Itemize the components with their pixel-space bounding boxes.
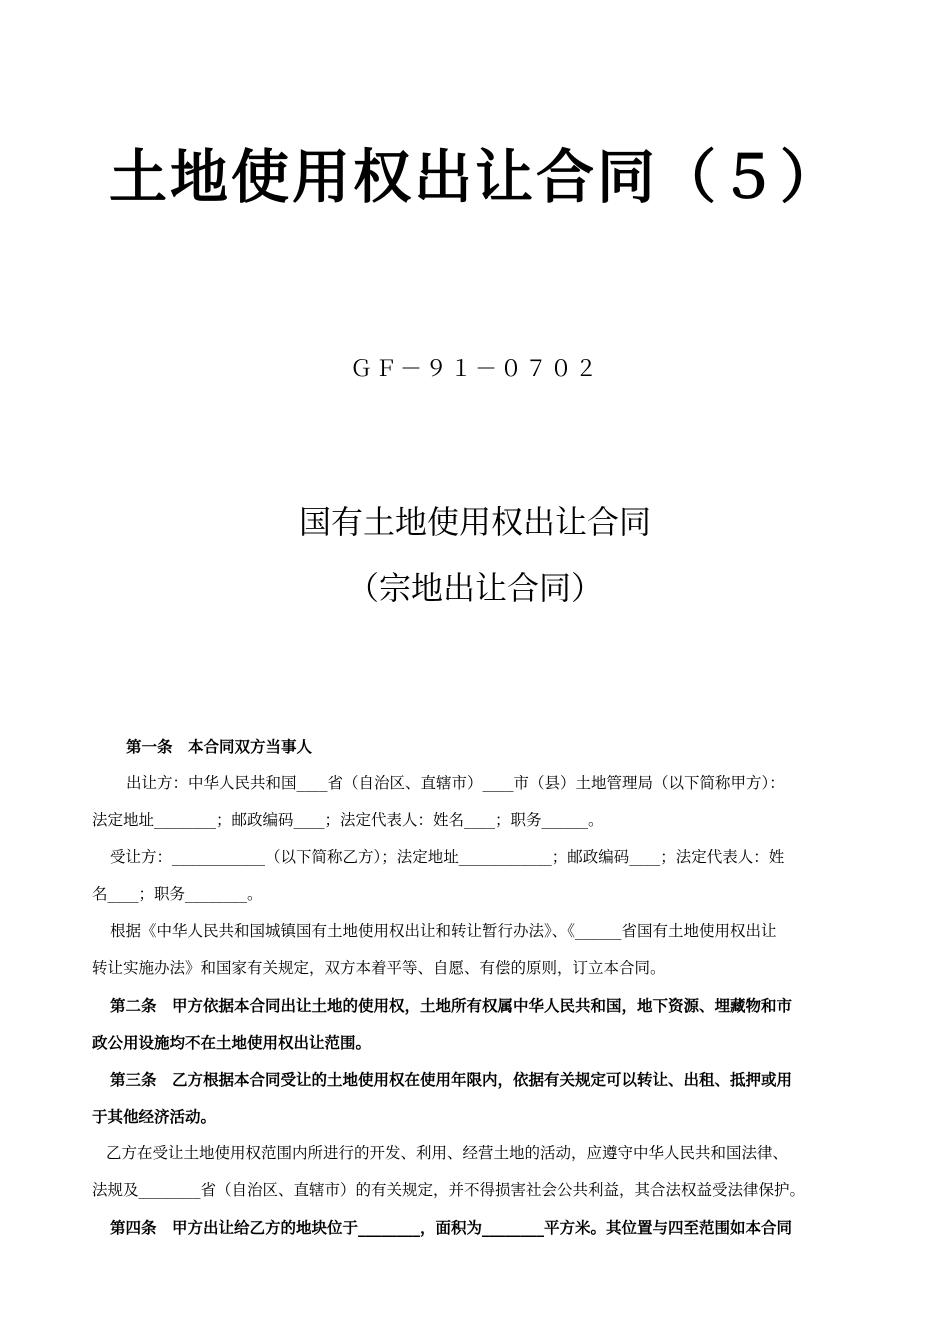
paragraph-line: 出让方：中华人民共和国____省（自治区、直辖市）____市（县）土地管理局（以下简称甲方）：: [126, 774, 785, 792]
article-1-heading: 第一条 本合同双方当事人: [126, 737, 313, 756]
paragraph-line: 乙方在受让土地使用权范围内所进行的开发、利用、经营土地的活动，应遵守中华人民共和国法律、: [106, 1144, 789, 1162]
paragraph-line: 名____；职务________。: [92, 885, 263, 903]
paragraph-line: 根据《中华人民共和国城镇国有土地使用权出让和转让暂行办法》、《______省国有土地使用权出让: [110, 922, 777, 940]
paragraph-line: 法规及________省（自治区、直辖市）的有关规定，并不得损害社会公共利益，其合法权益受法律保护。: [92, 1181, 806, 1199]
paragraph-line: 受让方：____________（以下简称乙方）；法定地址____________；邮政编码____；法定代表人：姓: [110, 848, 785, 866]
contract-body: [92, 728, 856, 1246]
article-3-line: 于其他经济活动。: [92, 1107, 217, 1126]
article-4-line: 第四条 甲方出让给乙方的地块位于________，面积为________平方米。其位置与四至范围如本合同: [110, 1218, 793, 1237]
article-3-line: 第三条 乙方根据本合同受让的土地使用权在使用年限内，依据有关规定可以转让、出租、抵押或用: [110, 1070, 793, 1089]
contract-code: ＧＦ－９１－０７０２: [349, 357, 600, 382]
paragraph-line: 转让实施办法》和国家有关规定，双方本着平等、自愿、有偿的原则，订立本合同。: [92, 959, 666, 977]
article-2-line: 政公用设施均不在土地使用权出让范围。: [92, 1033, 372, 1052]
main-title: 土地使用权出让合同（５）: [108, 143, 841, 211]
article-2-line: 第二条 甲方依据本合同出让土地的使用权，土地所有权属中华人民共和国，地下资源、埋藏物和市: [110, 996, 793, 1015]
contract-title: 国有土地使用权出让合同: [298, 503, 651, 541]
contract-subtitle: （宗地出让合同）: [346, 569, 603, 607]
paragraph-line: 法定地址________；邮政编码____；法定代表人：姓名____；职务______。: [92, 811, 604, 829]
